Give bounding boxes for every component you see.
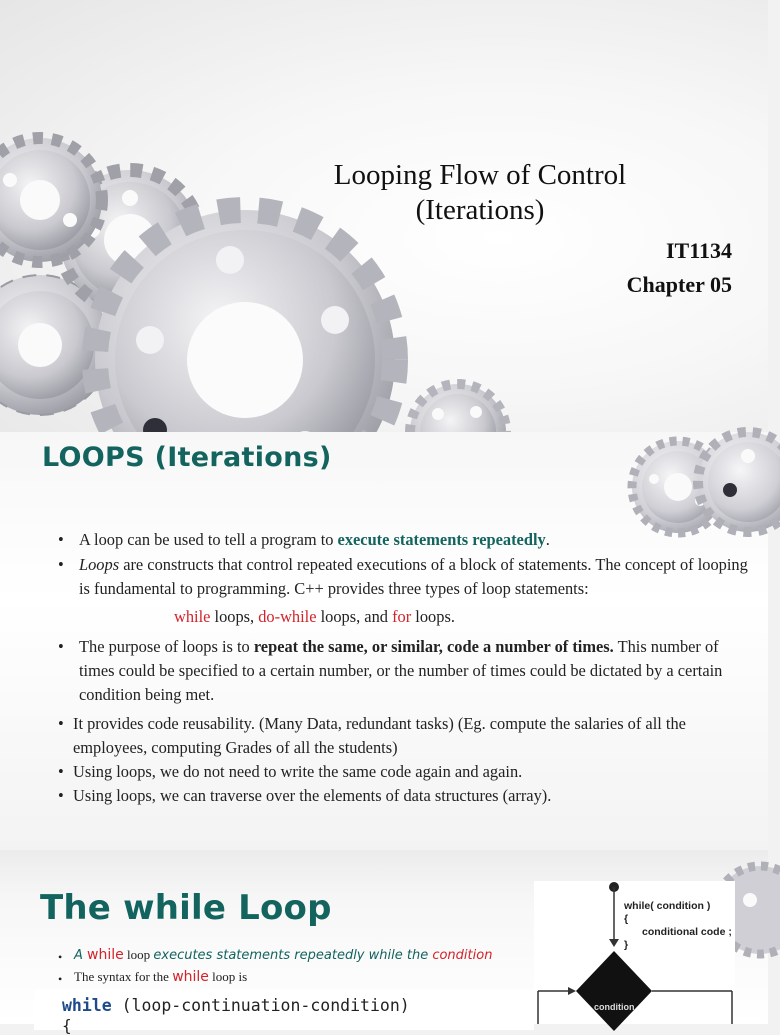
title-slide xyxy=(0,0,768,432)
bullet-item xyxy=(58,760,748,784)
code-text: (loop-continuation-condition) xyxy=(111,996,410,1015)
bullet-list xyxy=(58,944,538,987)
loop-types-line xyxy=(79,605,748,629)
loop-types-text: loops. xyxy=(411,607,455,626)
gears-icon xyxy=(628,432,768,542)
bullet-item xyxy=(58,553,748,629)
bullet-text: . xyxy=(545,530,550,549)
slide-title-line1: Looping Flow of Control xyxy=(333,159,627,191)
chapter-label: Chapter 05 xyxy=(626,272,732,297)
bullet-text: loop xyxy=(123,947,154,962)
keyword-while: while xyxy=(172,969,209,985)
bullet-text: The syntax for the xyxy=(74,969,173,984)
loop-types-text: loops, and xyxy=(316,607,393,626)
flowchart-code-line: } xyxy=(624,939,629,951)
while-loop-slide xyxy=(0,850,768,1035)
bullet-item xyxy=(58,712,748,760)
bullet-text: are constructs that control repeated executions of a block of statements. The concept of looping is fundamental to programming. C++ provides three types of loop statements: xyxy=(79,555,748,598)
flowchart-condition-label: condition xyxy=(594,1002,635,1012)
keyword-while: while xyxy=(174,607,211,626)
bullet-text: A xyxy=(74,948,88,963)
flowchart-code-line: { xyxy=(624,913,629,925)
code-keyword: while xyxy=(62,996,112,1015)
bullet-text: Using loops, we do not need to write the same code again and again. xyxy=(73,762,523,781)
slide-heading: The while Loop xyxy=(40,888,332,928)
bullet-emphasis: execute statements repeatedly xyxy=(337,530,546,549)
bullet-emphasis: repeat the same, or similar, code a number of times. xyxy=(253,637,614,656)
slide-title xyxy=(290,158,670,228)
bullet-text: The purpose of loops is to xyxy=(79,637,254,656)
bullet-item xyxy=(58,528,748,552)
bullet-text: This number of times could be specified to a certain number, or the number of times could be dictated by a certain condition being met. xyxy=(79,637,723,704)
slide-heading: LOOPS (Iterations) xyxy=(42,442,332,473)
flowchart xyxy=(534,881,735,1024)
flowchart-code-line: conditional code ; xyxy=(642,926,732,938)
keyword-do-while: do-while xyxy=(258,607,317,626)
bullet-item xyxy=(58,635,748,707)
keyword-while: while xyxy=(87,947,124,963)
loops-slide xyxy=(0,432,768,850)
loop-types-text: loops, xyxy=(210,607,259,626)
bullet-text: A loop can be used to tell a program to xyxy=(79,530,338,549)
flowchart-code xyxy=(624,900,732,952)
bullet-text: loop is xyxy=(208,969,248,984)
bullet-text: executes statements repeatedly while the xyxy=(153,948,433,963)
bullet-item xyxy=(58,944,538,967)
slide-title-line2: (Iterations) xyxy=(415,194,545,226)
bullet-text: Using loops, we can traverse over the elements of data structures (array). xyxy=(73,786,552,805)
keyword-for: for xyxy=(392,607,412,626)
code-line xyxy=(62,996,410,1015)
keyword-condition: condition xyxy=(432,948,493,963)
bullet-text: It provides code reusability. (Many Data, redundant tasks) (Eg. compute the salaries of all the employees, computing Grades of all the students) xyxy=(73,714,686,757)
bullet-list xyxy=(58,528,748,808)
course-code: IT1134 xyxy=(665,238,732,263)
flowchart-code-line: while( condition ) xyxy=(624,900,711,912)
bullet-italic: Loops xyxy=(79,555,120,574)
course-info xyxy=(627,234,732,302)
code-brace: { xyxy=(62,1016,72,1035)
bullet-item xyxy=(58,967,538,987)
bullet-item xyxy=(58,784,748,808)
